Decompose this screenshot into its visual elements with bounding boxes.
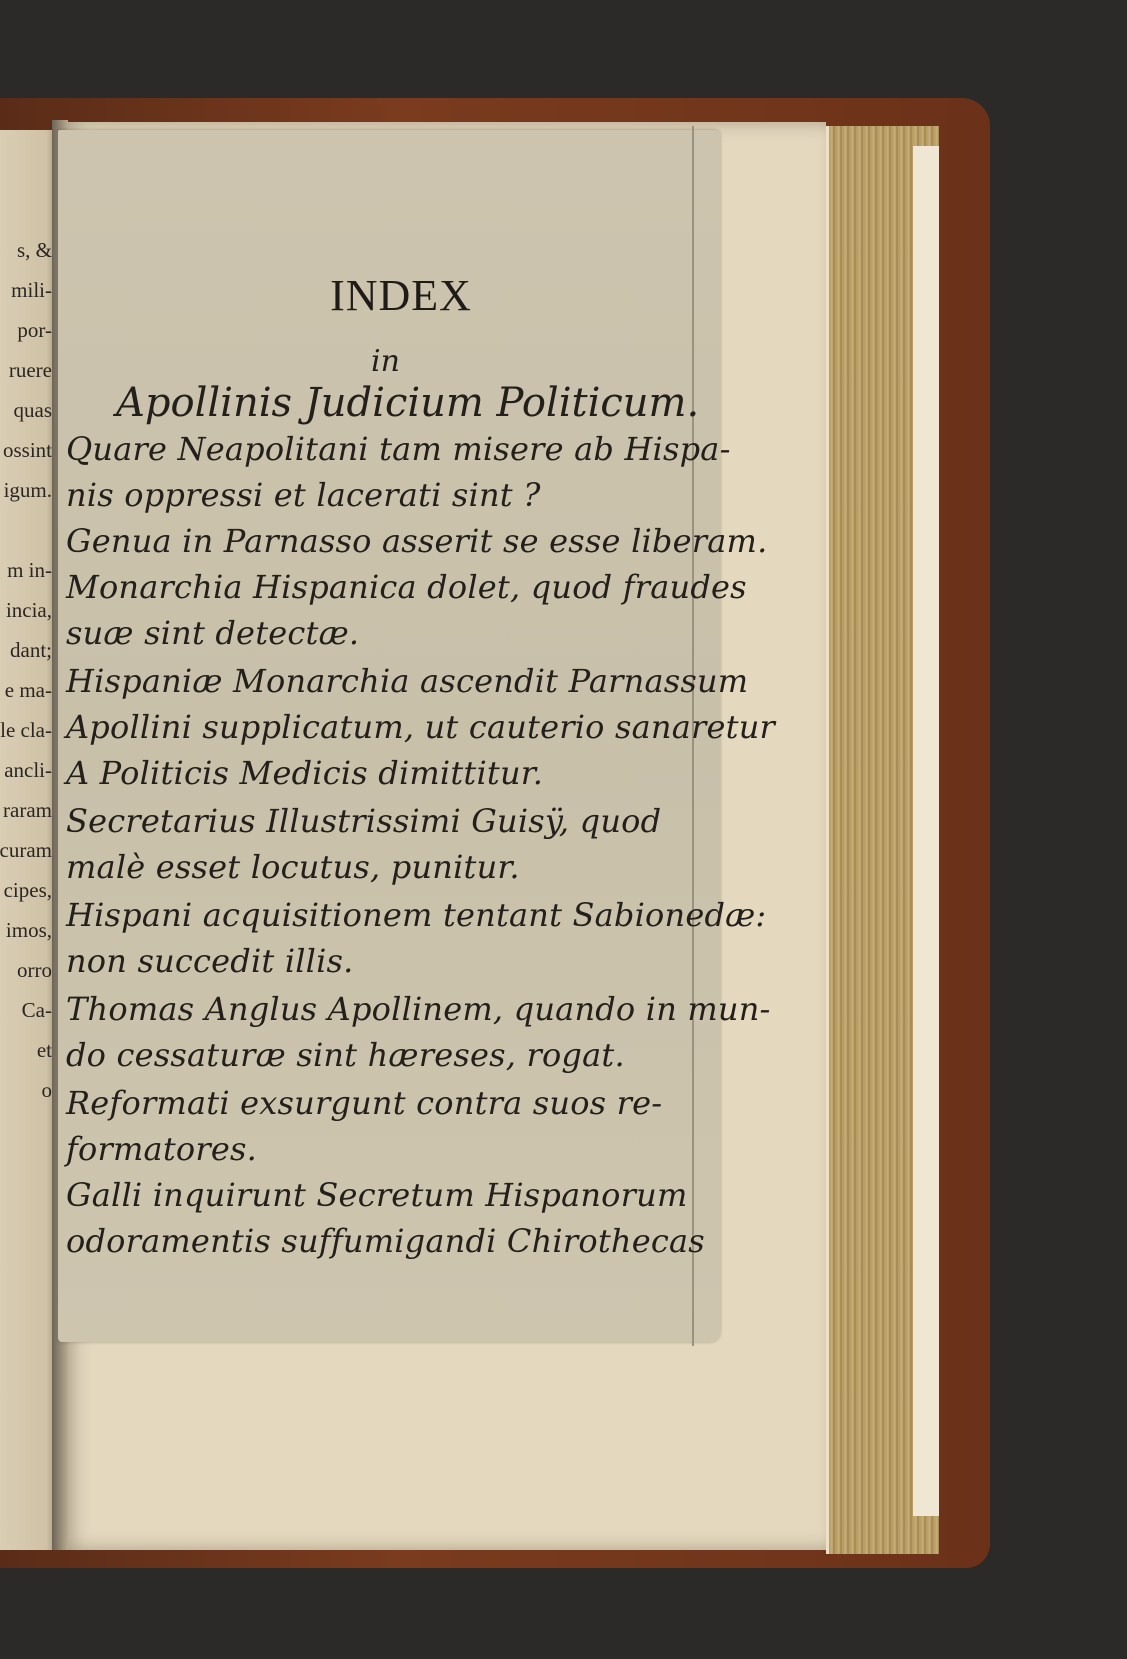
- index-line: Genua in Parnasso asserit se esse liberam.: [66, 522, 768, 560]
- left-page-fragment: Ca-: [21, 998, 52, 1022]
- index-line: malè esset locutus, punitur.: [66, 848, 520, 886]
- index-line: suæ sint detectæ.: [66, 614, 360, 652]
- index-line: nis oppressi et lacerati sint ?: [66, 476, 541, 514]
- page-edges: [826, 126, 939, 1554]
- page-edge-inner: [913, 146, 939, 1516]
- index-line: non succedit illis.: [66, 942, 354, 980]
- left-page-fragment: et: [36, 1038, 52, 1062]
- index-line: do cessaturæ sint hæreses, rogat.: [66, 1036, 625, 1074]
- left-page-fragment: o: [41, 1078, 52, 1102]
- index-line: Monarchia Hispanica dolet, quod fraudes: [66, 568, 747, 606]
- index-in: in: [371, 344, 400, 379]
- left-page-fragment: ruere: [8, 358, 52, 382]
- left-page-fragment: por-: [17, 318, 52, 342]
- left-page-fragment: curam: [0, 838, 52, 862]
- left-page-fragment: ancli-: [4, 758, 52, 782]
- left-page-fragment: ossint: [2, 438, 52, 462]
- left-page-fragment: mili-: [11, 278, 52, 302]
- index-line: Reformati exsurgunt contra suos re-: [66, 1084, 663, 1122]
- left-page-fragment: orro: [17, 958, 52, 982]
- left-page-fragment: igum.: [3, 478, 52, 502]
- index-line: Quare Neapolitani tam misere ab Hispa-: [66, 430, 731, 468]
- index-line: Apollini supplicatum, ut cauterio sanaretur: [66, 708, 776, 746]
- index-line: Hispaniæ Monarchia ascendit Parnassum: [66, 662, 749, 700]
- left-page-fragment: quas: [13, 398, 52, 422]
- index-line: A Politicis Medicis dimittitur.: [66, 754, 544, 792]
- left-page: [0, 130, 58, 1550]
- left-page-fragment: incia,: [5, 598, 52, 622]
- left-page-fragment: s, &: [16, 238, 52, 262]
- left-page-fragment: cipes,: [3, 878, 52, 902]
- left-page-fragment: e ma-: [4, 678, 52, 702]
- index-line: Secretarius Illustrissimi Guisÿ, quod: [66, 802, 662, 840]
- index-line: formatores.: [66, 1130, 257, 1168]
- index-line: Hispani acquisitionem tentant Sabionedæ:: [66, 896, 767, 934]
- index-line: Galli inquirunt Secretum Hispanorum: [66, 1176, 688, 1214]
- left-page-fragment: imos,: [5, 918, 52, 942]
- left-page-fragment: dant;: [10, 638, 52, 662]
- index-subtitle: Apollinis Judicium Politicum.: [116, 380, 700, 426]
- index-line: odoramentis suffumigandi Chirothecas: [66, 1222, 705, 1260]
- left-page-fragment: raram: [3, 798, 52, 822]
- left-page-fragment: le cla-: [0, 718, 52, 742]
- index-title: INDEX: [330, 271, 472, 320]
- left-page-fragment: m in-: [7, 558, 52, 582]
- index-line: Thomas Anglus Apollinem, quando in mun-: [66, 990, 771, 1028]
